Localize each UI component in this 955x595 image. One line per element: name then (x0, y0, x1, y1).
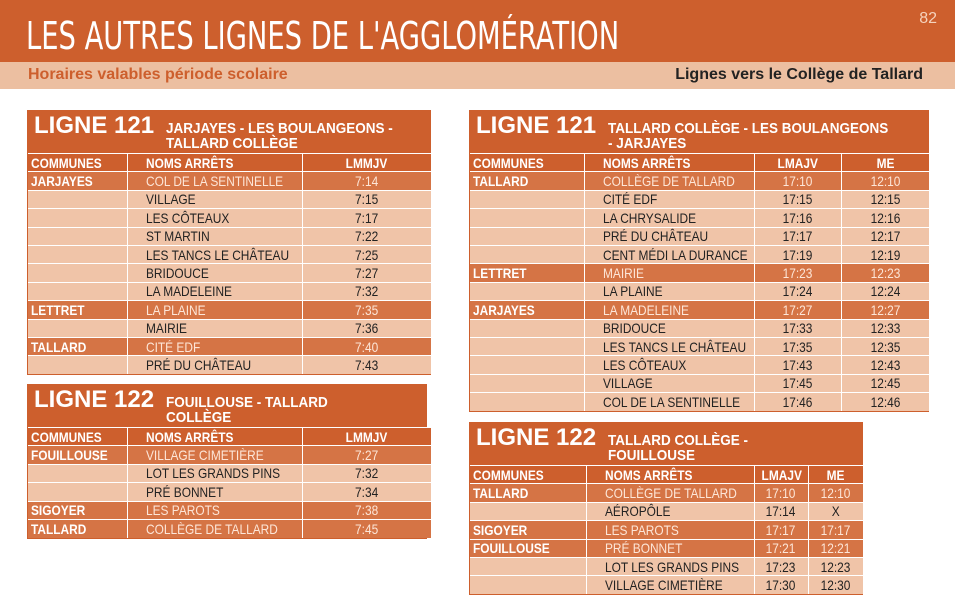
table-row (28, 301, 431, 319)
table-row (470, 301, 929, 319)
stop-cell: LA PLAINE (127, 301, 302, 319)
commune-cell (470, 502, 586, 520)
time-cell: 17:23 (754, 557, 808, 575)
column-header: NOMS ARRÊTS (127, 428, 302, 446)
commune-cell (470, 393, 584, 411)
commune-cell (28, 356, 127, 374)
stop-cell: COLLÈGE DE TALLARD (586, 484, 754, 502)
table-title (470, 111, 928, 153)
stop-cell: LES PAROTS (586, 521, 754, 539)
line-number: LIGNE 121 (34, 112, 155, 139)
table-row (470, 356, 929, 374)
commune-cell (470, 282, 584, 300)
time-cell: 7:32 (302, 282, 431, 300)
table-row (470, 190, 929, 208)
commune-cell: LETTRET (28, 301, 127, 319)
table-row (28, 501, 431, 519)
stop-cell: BRIDOUCE (584, 319, 754, 337)
time-cell: 7:32 (302, 464, 431, 482)
time-cell: 7:45 (302, 519, 431, 537)
table-row (470, 557, 863, 575)
column-header: NOMS ARRÊTS (584, 154, 754, 172)
table-row (470, 227, 929, 245)
stop-cell: VILLAGE (127, 190, 302, 208)
commune-cell (470, 209, 584, 227)
column-header: LMAJV (754, 154, 841, 172)
stop-cell: COLLÈGE DE TALLARD (127, 519, 302, 537)
commune-cell (470, 557, 586, 575)
table-row (28, 483, 431, 501)
column-header: COMMUNES (28, 154, 127, 172)
commune-cell (470, 227, 584, 245)
time-cell: 17:17 (754, 521, 808, 539)
time-cell: 7:22 (302, 227, 431, 245)
page-number: 82 (919, 10, 937, 27)
column-header: LMAJV (754, 466, 808, 484)
table-row (28, 264, 431, 282)
stop-cell: COLLÈGE DE TALLARD (584, 172, 754, 190)
commune-cell (28, 209, 127, 227)
commune-cell: JARJAYES (470, 301, 584, 319)
line-route: TALLARD COLLÈGE - LES BOULANGEONS - JARJAYES (608, 120, 889, 152)
stop-cell: LES PAROTS (127, 501, 302, 519)
time-cell: 12:27 (841, 301, 929, 319)
time-cell: 17:24 (754, 282, 841, 300)
stop-cell: PRÉ BONNET (127, 483, 302, 501)
stop-cell: PRÉ DU CHÂTEAU (127, 356, 302, 374)
stop-cell: COL DE LA SENTINELLE (584, 393, 754, 411)
table-row (470, 319, 929, 337)
time-cell: 17:16 (754, 209, 841, 227)
subtitle-period: Horaires valables période scolaire (28, 66, 288, 83)
commune-cell: TALLARD (470, 172, 584, 190)
time-cell: 17:10 (754, 172, 841, 190)
stop-cell: LOT LES GRANDS PINS (586, 557, 754, 575)
stop-cell: LES TANCS LE CHÂTEAU (127, 245, 302, 263)
commune-cell (28, 227, 127, 245)
time-cell: 12:16 (841, 209, 929, 227)
schedule-table (28, 427, 431, 538)
time-cell: 17:17 (808, 521, 863, 539)
time-cell: 7:43 (302, 356, 431, 374)
table-title (28, 385, 426, 427)
time-cell: 7:40 (302, 337, 431, 355)
line-route: JARJAYES - LES BOULANGEONS - TALLARD COLLÈGE (166, 120, 393, 152)
time-cell: 12:43 (841, 356, 929, 374)
stop-cell: LA PLAINE (584, 282, 754, 300)
table-row (470, 282, 929, 300)
time-cell: 7:25 (302, 245, 431, 263)
column-header: ME (808, 466, 863, 484)
timetable-122-to-college (27, 384, 427, 539)
table-title (470, 423, 862, 465)
table-row (28, 209, 431, 227)
stop-cell: MAIRIE (584, 264, 754, 282)
stop-cell: LA CHRYSALIDE (584, 209, 754, 227)
table-row (470, 374, 929, 392)
time-cell: 12:23 (841, 264, 929, 282)
stop-cell: PRÉ DU CHÂTEAU (584, 227, 754, 245)
stop-cell: LA MADELEINE (584, 301, 754, 319)
time-cell: 17:27 (754, 301, 841, 319)
time-cell: 12:15 (841, 190, 929, 208)
time-cell: 12:23 (808, 557, 863, 575)
column-header: NOMS ARRÊTS (586, 466, 754, 484)
column-header: COMMUNES (470, 154, 584, 172)
time-cell: 7:14 (302, 172, 431, 190)
header-row (470, 154, 929, 172)
commune-cell (28, 282, 127, 300)
commune-cell: TALLARD (28, 337, 127, 355)
time-cell: 7:15 (302, 190, 431, 208)
timetable-121-from-college (469, 110, 929, 412)
table-row (28, 464, 431, 482)
line-number: LIGNE 122 (34, 386, 155, 413)
commune-cell: LETTRET (470, 264, 584, 282)
time-cell: 17:15 (754, 190, 841, 208)
time-cell: 12:17 (841, 227, 929, 245)
line-route: TALLARD COLLÈGE - FOUILLOUSE (608, 432, 749, 464)
time-cell: 17:35 (754, 337, 841, 355)
time-cell: 7:35 (302, 301, 431, 319)
commune-cell (28, 319, 127, 337)
commune-cell (470, 374, 584, 392)
table-row (28, 337, 431, 355)
time-cell: 7:27 (302, 446, 431, 464)
table-row (28, 319, 431, 337)
column-header: LMMJV (302, 428, 431, 446)
column-header: COMMUNES (28, 428, 127, 446)
commune-cell (28, 264, 127, 282)
commune-cell (470, 337, 584, 355)
column-header: ME (841, 154, 929, 172)
column-header: COMMUNES (470, 466, 586, 484)
schedule-table (28, 153, 431, 374)
stop-cell: CITÉ EDF (127, 337, 302, 355)
commune-cell: TALLARD (470, 484, 586, 502)
time-cell: 12:10 (841, 172, 929, 190)
commune-cell (28, 483, 127, 501)
time-cell: 7:17 (302, 209, 431, 227)
table-row (28, 172, 431, 190)
timetable-121-to-college (27, 110, 431, 375)
stop-cell: COL DE LA SENTINELLE (127, 172, 302, 190)
time-cell: 7:36 (302, 319, 431, 337)
stop-cell: VILLAGE (584, 374, 754, 392)
time-cell: 17:19 (754, 245, 841, 263)
time-cell: 17:45 (754, 374, 841, 392)
commune-cell: SIGOYER (470, 521, 586, 539)
commune-cell: TALLARD (28, 519, 127, 537)
stop-cell: LA MADELEINE (127, 282, 302, 300)
table-row (28, 282, 431, 300)
table-row (28, 227, 431, 245)
stop-cell: ST MARTIN (127, 227, 302, 245)
time-cell: 17:30 (754, 576, 808, 594)
table-row (470, 576, 863, 594)
line-number: LIGNE 122 (476, 424, 597, 451)
table-title (28, 111, 430, 153)
commune-cell (470, 576, 586, 594)
table-row (28, 446, 431, 464)
header-row (470, 466, 863, 484)
stop-cell: CITÉ EDF (584, 190, 754, 208)
header-row (28, 154, 431, 172)
commune-cell (28, 245, 127, 263)
time-cell: 12:30 (808, 576, 863, 594)
commune-cell (28, 464, 127, 482)
stop-cell: AÉROPÔLE (586, 502, 754, 520)
stop-cell: VILLAGE CIMETIÈRE (127, 446, 302, 464)
table-row (28, 356, 431, 374)
table-row (28, 190, 431, 208)
commune-cell (470, 356, 584, 374)
time-cell: 17:17 (754, 227, 841, 245)
table-row (470, 393, 929, 411)
time-cell: 12:46 (841, 393, 929, 411)
stop-cell: BRIDOUCE (127, 264, 302, 282)
commune-cell (470, 190, 584, 208)
time-cell: 12:33 (841, 319, 929, 337)
time-cell: 12:21 (808, 539, 863, 557)
time-cell: 17:43 (754, 356, 841, 374)
table-row (470, 502, 863, 520)
table-row (470, 539, 863, 557)
commune-cell (470, 245, 584, 263)
line-number: LIGNE 121 (476, 112, 597, 139)
time-cell: 17:21 (754, 539, 808, 557)
timetable-122-from-college (469, 422, 863, 595)
header-row (28, 428, 431, 446)
commune-cell (28, 190, 127, 208)
time-cell: 12:10 (808, 484, 863, 502)
time-cell: 12:19 (841, 245, 929, 263)
schedule-table (470, 465, 863, 594)
stop-cell: LES TANCS LE CHÂTEAU (584, 337, 754, 355)
commune-cell: FOUILLOUSE (470, 539, 586, 557)
commune-cell: FOUILLOUSE (28, 446, 127, 464)
time-cell: 7:34 (302, 483, 431, 501)
table-row (28, 245, 431, 263)
time-cell: 7:27 (302, 264, 431, 282)
table-row (470, 172, 929, 190)
column-header: NOMS ARRÊTS (127, 154, 302, 172)
commune-cell (470, 319, 584, 337)
stop-cell: VILLAGE CIMETIÈRE (586, 576, 754, 594)
subtitle-lines: Lignes vers le Collège de Tallard (675, 66, 923, 83)
time-cell: 12:35 (841, 337, 929, 355)
column-header: LMMJV (302, 154, 431, 172)
table-row (470, 209, 929, 227)
time-cell: X (808, 502, 863, 520)
time-cell: 12:45 (841, 374, 929, 392)
time-cell: 17:46 (754, 393, 841, 411)
time-cell: 17:14 (754, 502, 808, 520)
table-row (470, 521, 863, 539)
stop-cell: MAIRIE (127, 319, 302, 337)
stop-cell: LES CÔTEAUX (584, 356, 754, 374)
line-route: FOUILLOUSE - TALLARD COLLÈGE (166, 394, 328, 426)
table-row (470, 484, 863, 502)
table-row (470, 337, 929, 355)
commune-cell: SIGOYER (28, 501, 127, 519)
time-cell: 7:38 (302, 501, 431, 519)
stop-cell: LOT LES GRANDS PINS (127, 464, 302, 482)
stop-cell: PRÉ BONNET (586, 539, 754, 557)
page-title: LES AUTRES LIGNES DE L'AGGLOMÉRATION (26, 14, 620, 58)
schedule-table (470, 153, 929, 411)
time-cell: 17:10 (754, 484, 808, 502)
table-row (28, 519, 431, 537)
time-cell: 17:33 (754, 319, 841, 337)
commune-cell: JARJAYES (28, 172, 127, 190)
table-row (470, 245, 929, 263)
table-row (470, 264, 929, 282)
stop-cell: CENT MÉDI LA DURANCE (584, 245, 754, 263)
time-cell: 12:24 (841, 282, 929, 300)
time-cell: 17:23 (754, 264, 841, 282)
stop-cell: LES CÔTEAUX (127, 209, 302, 227)
